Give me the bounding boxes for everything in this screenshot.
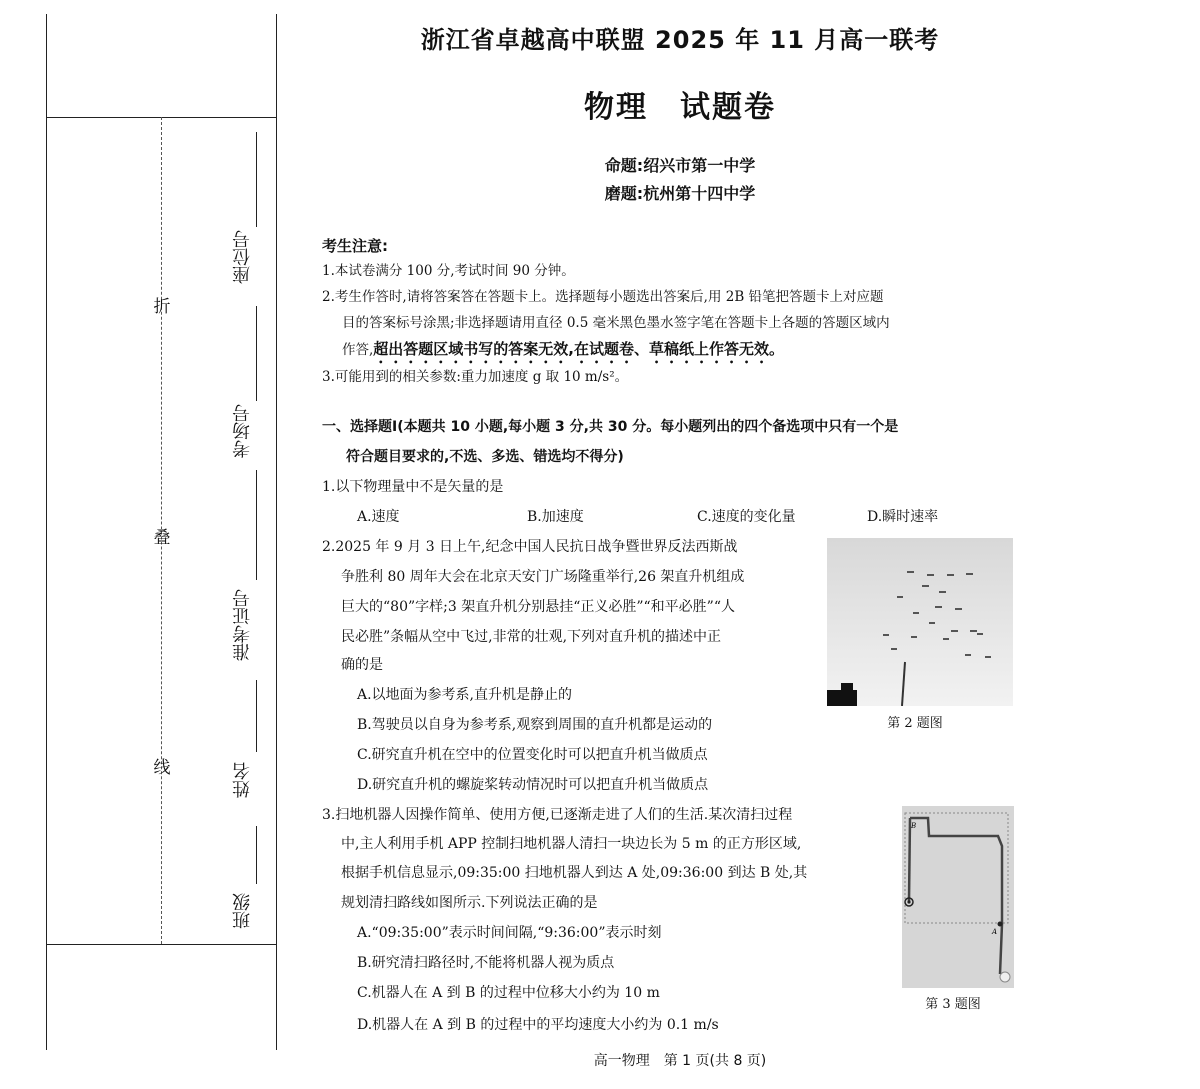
- name-label: 姓名: [232, 762, 253, 798]
- notice-item-1: 1.本试卷满分 100 分,考试时间 90 分钟。: [322, 263, 575, 279]
- notice-item-2-line-1: 2.考生作答时,请将答案答在答题卡上。选择题每小题选出答案后,用 2B 铅笔把答题卡上对应题: [322, 289, 884, 305]
- notice-item-3: 3.可能用到的相关参数:重力加速度 g 取 10 m/s²。: [322, 369, 629, 385]
- section-1-heading: 一、选择题Ⅰ(本题共 10 小题,每小题 3 分,共 30 分。每小题列出的四个备选项中只有一个是: [322, 419, 899, 435]
- q3-cleaning-route-figure: [902, 806, 1014, 988]
- q3-figure-caption: 第 3 题图: [925, 997, 981, 1012]
- admission-number-line: [256, 470, 257, 580]
- name-line: [256, 680, 257, 752]
- fold-char-1: 折: [153, 297, 171, 317]
- exam-room-line: [256, 306, 257, 401]
- q2-stem-line-4: 民必胜”条幅从空中飞过,非常的壮观,下列对直升机的描述中正: [341, 629, 722, 645]
- class-field[interactable]: [228, 826, 268, 941]
- q2-option-d[interactable]: D.研究直升机的螺旋桨转动情况时可以把直升机当做质点: [357, 777, 709, 793]
- notice-item-2-line-3-prefix: 作答,: [342, 342, 374, 358]
- notice-item-2-line-2: [322, 310, 1012, 336]
- class-line: [256, 826, 257, 884]
- q2-helicopter-photo: [827, 538, 1013, 706]
- notice-heading: 考生注意:: [322, 237, 388, 255]
- fold-char-3: 线: [153, 758, 171, 778]
- subject-title: 物理 试题卷: [584, 90, 776, 125]
- q2-stem-line-5: 确的是: [341, 657, 383, 673]
- q3-option-b[interactable]: B.研究清扫路径时,不能将机器人视为质点: [357, 955, 615, 971]
- reviewer-credit: 磨题:杭州第十四中学: [604, 184, 756, 203]
- exam-room-label: 考场号: [232, 404, 253, 458]
- notice-emphasis: 超出答题区域书写的答案无效,在试题卷、草稿纸上作答无效。: [373, 340, 784, 358]
- q2-option-b[interactable]: B.驾驶员以自身为参考系,观察到周围的直升机都是运动的: [357, 717, 713, 733]
- q1-option-b[interactable]: B.加速度: [527, 509, 584, 525]
- q3-stem-line-1: 3.扫地机器人因操作简单、使用方便,已逐渐走进了人们的生活.某次清扫过程: [322, 807, 793, 823]
- q2-stem-line-3: 巨大的“80”字样;3 架直升机分别悬挂“正义必胜”“和平必胜”“人: [341, 599, 735, 615]
- q3-option-a[interactable]: A.“09:35:00”表示时间间隔,“9:36:00”表示时刻: [357, 925, 662, 941]
- admission-number-label: 准考证号: [232, 589, 253, 661]
- q1-option-d[interactable]: D.瞬时速率: [867, 509, 939, 525]
- q3-option-d[interactable]: D.机器人在 A 到 B 的过程中的平均速度大小约为 0.1 m/s: [357, 1017, 719, 1033]
- fold-char-2: 叠: [153, 528, 171, 548]
- q3-point-a-label: A: [992, 928, 998, 936]
- q1-option-a[interactable]: A.速度: [357, 509, 400, 525]
- seat-number-label: 座位号: [232, 230, 253, 284]
- admission-number-field[interactable]: [228, 470, 268, 670]
- exam-room-field[interactable]: [228, 306, 268, 466]
- notice-item-2-line-3: [322, 336, 1012, 367]
- seat-number-field[interactable]: [228, 132, 268, 292]
- margin-right-border: [276, 14, 277, 1050]
- margin-left-border: [46, 14, 47, 1050]
- q1-option-c[interactable]: C.速度的变化量: [697, 509, 796, 525]
- name-field[interactable]: [228, 680, 268, 830]
- class-label: 班级: [232, 893, 253, 929]
- page-footer: 高一物理 第 1 页(共 8 页): [593, 1053, 767, 1069]
- q2-figure-caption: 第 2 题图: [887, 716, 943, 731]
- q2-stem-line-2: 争胜利 80 周年大会在北京天安门广场隆重举行,26 架直升机组成: [341, 569, 745, 585]
- seat-number-line: [256, 132, 257, 227]
- section-1-subheading: 符合题目要求的,不选、多选、错选均不得分): [346, 449, 624, 465]
- margin-bottom-rule: [46, 944, 277, 945]
- q3-option-c[interactable]: C.机器人在 A 到 B 的过程中位移大小约为 10 m: [357, 985, 660, 1001]
- q1-stem: 1.以下物理量中不是矢量的是: [322, 479, 504, 495]
- q3-stem-line-3: 根据手机信息显示,09:35:00 扫地机器人到达 A 处,09:36:00 到达 B 处,其: [341, 865, 808, 881]
- q3-stem-line-4: 规划清扫路线如图所示.下列说法正确的是: [341, 895, 598, 911]
- setter-credit: 命题:绍兴市第一中学: [604, 156, 756, 175]
- q3-point-b-label: B: [911, 822, 917, 830]
- q2-option-a[interactable]: A.以地面为参考系,直升机是静止的: [357, 687, 573, 703]
- q2-stem-line-1: 2.2025 年 9 月 3 日上午,纪念中国人民抗日战争暨世界反法西斯战: [322, 539, 738, 555]
- exam-title: 浙江省卓越高中联盟 2025 年 11 月高一联考: [420, 26, 940, 54]
- notice-item-2-line-2-text: 目的答案标号涂黑;非选择题请用直径 0.5 毫米黑色墨水签字笔在答题卡上各题的答题区域内: [342, 315, 890, 331]
- q2-option-c[interactable]: C.研究直升机在空中的位置变化时可以把直升机当做质点: [357, 747, 708, 763]
- q3-stem-line-2: 中,主人利用手机 APP 控制扫地机器人清扫一块边长为 5 m 的正方形区域,: [341, 836, 802, 852]
